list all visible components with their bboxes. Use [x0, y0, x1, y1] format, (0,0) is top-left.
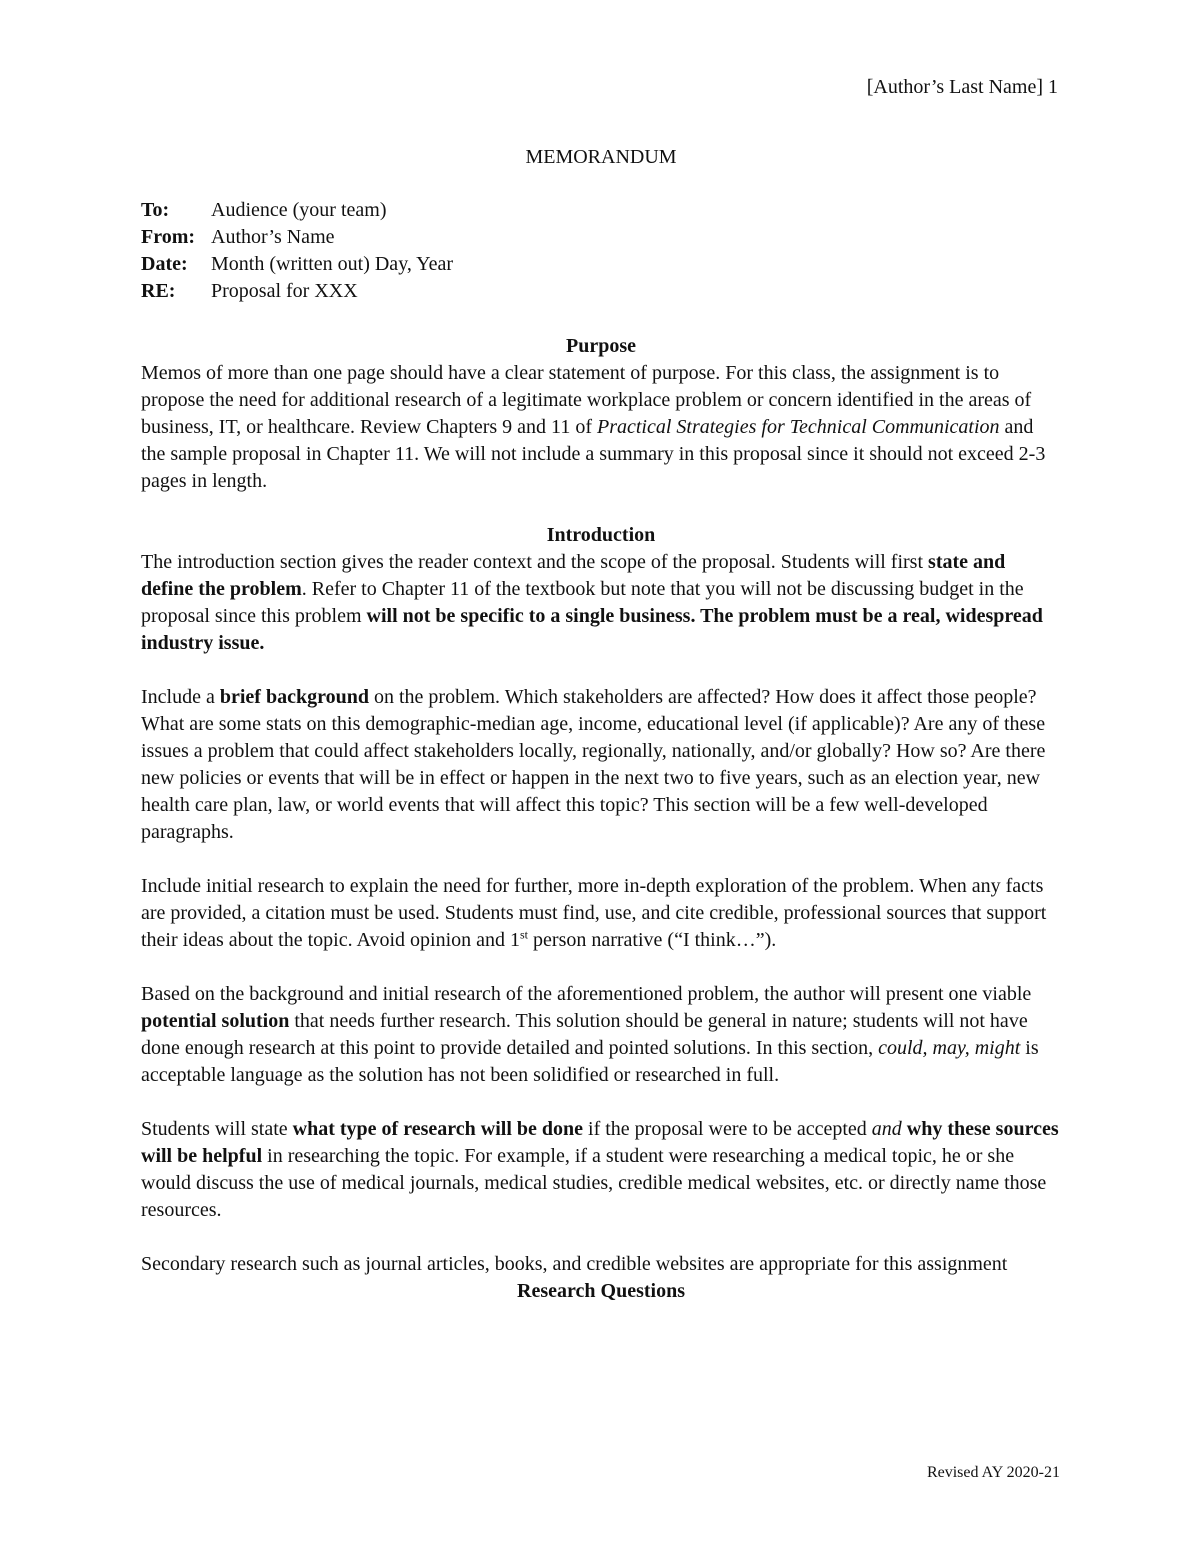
intro-paragraph-5	[141, 1116, 1061, 1224]
introduction-heading: Introduction	[546, 524, 656, 546]
intro-p3-text-a: Include initial research to explain the need for further, more in-depth exploration of the problem. When any facts are provided, a citation must be used. Students must find, use, and cite credible, professional sources that support their ideas about the topic. Avoid opinion and 1	[141, 875, 1047, 951]
intro-p4-italic: could, may, might	[878, 1037, 1021, 1059]
memo-header-fields	[141, 197, 1061, 305]
intro-p2-bold: brief background	[219, 686, 369, 708]
ordinal-superscript: st	[520, 927, 529, 942]
intro-p1-text-b: . Refer to Chapter 11 of the textbook but note that you will not be discussing budget in the proposal since this problem	[141, 578, 1024, 627]
intro-p4-text-c: is acceptable language as the solution has not been solidified or researched in full.	[141, 1037, 1039, 1086]
intro-paragraph-4	[141, 981, 1061, 1089]
intro-p4-bold: potential solution	[141, 1010, 290, 1032]
memo-from-label: From:	[141, 226, 196, 248]
purpose-text-1: Memos of more than one page should have a clear statement of purpose. For this class, the assignment is to propose the need for additional research of a legitimate workplace problem or concern identified in the areas of business, IT, or healthcare. Review Chapters 9 and 11 of	[141, 362, 1032, 438]
intro-p4-text-a: Based on the background and initial research of the aforementioned problem, the author will present one viable	[141, 983, 1032, 1005]
intro-p5-text-b: if the proposal were to be accepted	[583, 1118, 872, 1140]
intro-p1-bold-1: state and define the problem	[141, 551, 1006, 600]
memo-re-label: RE:	[141, 280, 176, 302]
page-header-label: [Author’s Last Name] 1	[866, 76, 1058, 98]
purpose-text-2: and the sample proposal in Chapter 11. We will not include a summary in this proposal since it should not exceed 2-3 pages in length.	[141, 416, 1046, 492]
intro-p4-text-b: that needs further research. This solution should be general in nature; students will not have done enough research at this point to provide detailed and pointed solutions. In this section,	[141, 1010, 1028, 1059]
intro-paragraph-3	[141, 873, 1061, 954]
memo-from-value: Author’s Name	[211, 226, 335, 248]
intro-p5-bold-2: why these sources will be helpful	[141, 1118, 1059, 1167]
memo-to-value: Audience (your team)	[211, 199, 387, 221]
memo-body	[141, 144, 1061, 1305]
memo-date-row	[141, 251, 1061, 278]
intro-p5-text-d: in researching the topic. For example, if a student were researching a medical topic, he or she would discuss the use of medical journals, medical studies, credible medical websites, etc. or directly name those resources.	[141, 1145, 1047, 1221]
intro-p5-italic: and	[871, 1118, 902, 1140]
purpose-paragraph	[141, 360, 1061, 495]
intro-p1-text-a: The introduction section gives the reader context and the scope of the proposal. Students will first	[141, 551, 929, 573]
intro-p5-text-a: Students will state	[141, 1118, 293, 1140]
intro-paragraph-1	[141, 549, 1061, 657]
purpose-heading: Purpose	[566, 335, 636, 357]
memo-from-row	[141, 224, 1061, 251]
memo-date-value: Month (written out) Day, Year	[211, 253, 454, 275]
memo-re-row	[141, 278, 1061, 305]
revision-footer: Revised AY 2020-21	[926, 1464, 1060, 1481]
memo-re-value: Proposal for XXX	[211, 280, 358, 302]
intro-p1-bold-2: will not be specific to a single business. The problem must be a real, widespread industry issue.	[141, 605, 1043, 654]
intro-p2-text-a: Include a	[141, 686, 220, 708]
intro-p3-text-b: person narrative (“I think…”).	[528, 929, 777, 951]
intro-p5-bold-1: what type of research will be done	[292, 1118, 584, 1140]
memo-to-label: To:	[141, 199, 170, 221]
memo-title: MEMORANDUM	[525, 146, 677, 168]
intro-paragraph-6: Secondary research such as journal articles, books, and credible websites are appropriate for this assignment	[141, 1253, 1008, 1275]
memo-to-row	[141, 197, 1061, 224]
book-title: Practical Strategies for Technical Communication	[596, 416, 1000, 438]
memo-date-label: Date:	[141, 253, 188, 275]
research-questions-heading: Research Questions	[517, 1280, 685, 1302]
intro-p2-text-b: on the problem. Which stakeholders are affected? How does it affect those people? What are some stats on this demographic-median age, income, educational level (if applicable)? Are any of these issues a problem that could affect stakeholders locally, regionally, nationally, and/or globally? How so? Are there new policies or events that will be in effect or happen in the next two to five years, such as an election year, new health care plan, law, or world events that will affect this topic? This section will be a few well-developed paragraphs.	[141, 686, 1046, 843]
intro-paragraph-2	[141, 684, 1061, 846]
